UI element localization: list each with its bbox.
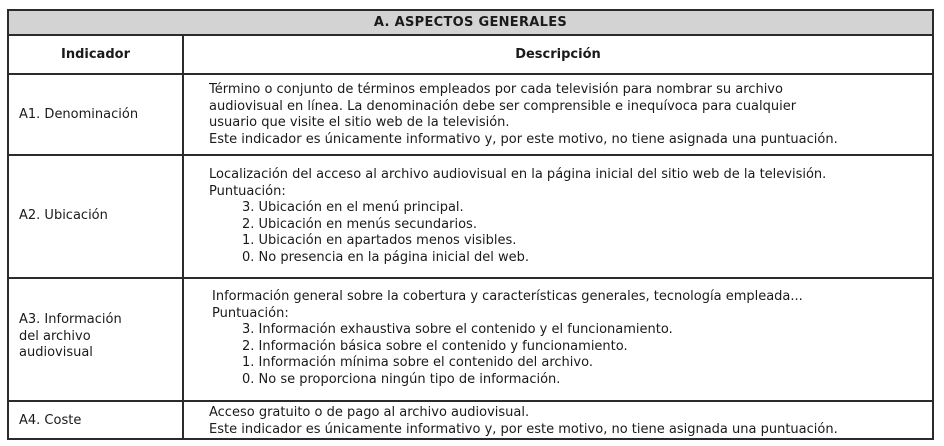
score-item: 3. Ubicación en el menú principal. (242, 200, 464, 215)
indicator-line: del archivo (19, 328, 91, 344)
header-row (9, 36, 932, 75)
description-a3 (212, 289, 924, 388)
table-row (9, 156, 932, 279)
score-item: 1. Información mínima sobre el contenido del archivo. (242, 355, 593, 370)
table-title: A. ASPECTOS GENERALES (9, 11, 932, 36)
description-line: audiovisual en línea. La denominación debe ser comprensible e inequívoca para cualquier (209, 98, 797, 114)
description-a1 (209, 82, 924, 148)
table-row (9, 75, 932, 156)
indicator-line: A3. Información (19, 312, 122, 327)
score-item: 2. Ubicación en menús secundarios. (242, 216, 477, 232)
table-row (9, 402, 932, 440)
indicator-a3 (19, 312, 179, 362)
column-divider (182, 36, 184, 438)
description-a4 (209, 405, 924, 438)
score-item: 0. No presencia en la página inicial del web. (242, 249, 529, 265)
column-header-descripcion: Descripción (515, 47, 601, 62)
score-item: 0. No se proporciona ningún tipo de información. (242, 371, 561, 387)
score-item: 1. Ubicación en apartados menos visibles. (242, 233, 517, 248)
score-item: 3. Información exhaustiva sobre el contenido y el funcionamiento. (242, 322, 673, 337)
indicator-line: audiovisual (19, 345, 93, 360)
score-item: 2. Información básica sobre el contenido y funcionamiento. (242, 338, 628, 354)
indicator-a2: A2. Ubicación (19, 208, 108, 223)
indicator-a4: A4. Coste (19, 413, 82, 428)
description-line: Este indicador es únicamente informativo y, por este motivo, no tiene asignada una puntuación. (209, 131, 838, 147)
description-line: Localización del acceso al archivo audiovisual en la página inicial del sitio web de la televisión. (209, 167, 827, 182)
description-line: usuario que visite el sitio web de la televisión. (209, 115, 510, 130)
column-header-indicador: Indicador (61, 47, 130, 62)
description-line: Información general sobre la cobertura y características generales, tecnología empleada... (212, 289, 803, 304)
description-line: Puntuación: (212, 305, 289, 321)
description-line: Puntuación: (209, 183, 286, 199)
indicator-a1: A1. Denominación (19, 107, 139, 122)
aspectos-generales-table (7, 9, 934, 440)
table-row (9, 279, 932, 402)
description-line: Este indicador es únicamente informativo y, por este motivo, no tiene asignada una puntuación. (209, 421, 838, 437)
description-a2 (209, 167, 924, 266)
description-line: Acceso gratuito o de pago al archivo audiovisual. (209, 405, 530, 420)
description-line: Término o conjunto de términos empleados por cada televisión para nombrar su archivo (209, 82, 783, 97)
